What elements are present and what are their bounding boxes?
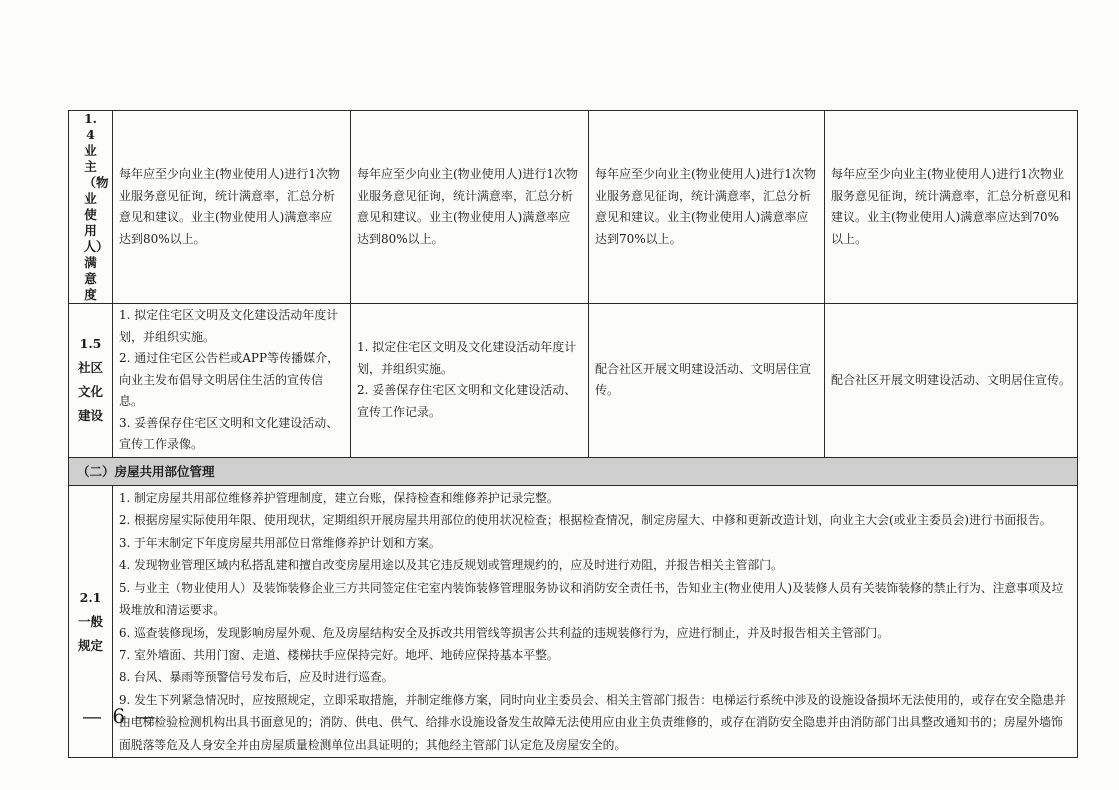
list-item: 2. 根据房屋实际使用年限、使用现状，定期组织开展房屋共用部位的使用状况检查；根据检查情况，制定房屋大、中修和更新改造计划，向业主大会(或业主委员会)进行书面报告。: [119, 513, 1052, 528]
list-item: 8. 台风、暴雨等预警信号发布后，应及时进行巡查。: [119, 670, 394, 685]
table-row-2-1: [69, 486, 1078, 758]
list-item: 3. 于年末制定下年度房屋共用部位日常维修养护计划和方案。: [119, 535, 441, 550]
row-label-general-rules: 2.1一般规定: [69, 486, 113, 758]
list-item: 6. 巡查装修现场，发现影响房屋外观、危及房屋结构安全及拆改共用管线等损害公共利益的违规装修行为，应进行制止，并及时报告相关主管部门。: [119, 625, 890, 640]
row-label-satisfaction: 1.4业主（物业使用人）满意度: [69, 111, 113, 304]
list-item: 7. 室外墙面、共用门窗、走道、楼梯扶手应保持完好。地坪、地砖应保持基本平整。: [119, 647, 559, 662]
cell-1-5-level-2: 1. 拟定住宅区文明及文化建设活动年度计划，并组织实施。 2. 妥善保存住宅区文明和文化建设活动、宣传工作记录。: [351, 304, 589, 458]
standards-table: [68, 110, 1078, 758]
cell-2-1-content: [113, 486, 1078, 758]
cell-1-5-level-4: 配合社区开展文明建设活动、文明居住宣传。: [825, 304, 1078, 458]
list-item: 1. 制定房屋共用部位维修养护管理制度，建立台账，保持检查和维修养护记录完整。: [119, 491, 559, 506]
table-row-1-4: [69, 111, 1078, 304]
list-item: 4. 发现物业管理区域内私搭乱建和擅自改变房屋用途以及其它违反规划或管理规约的，应及时进行劝阻，并报告相关主管部门。: [119, 558, 783, 573]
cell-1-4-level-3: 每年应至少向业主(物业使用人)进行1次物业服务意见征询，统计满意率，汇总分析意见和建议。业主(物业使用人)满意率应达到70%以上。: [589, 111, 825, 304]
list-item: 5. 与业主（物业使用人）及装饰装修企业三方共同签定住宅室内装饰装修管理服务协议和消防安全责任书，告知业主(物业使用人)及装修人员有关装饰装修的禁止行为、注意事项及垃圾堆放和清运要求。: [119, 580, 1064, 618]
cell-1-4-level-1: 每年应至少向业主(物业使用人)进行1次物业服务意见征询，统计满意率，汇总分析意见和建议。业主(物业使用人)满意率应达到80%以上。: [113, 111, 351, 304]
page-number: — 6 —: [82, 704, 158, 728]
section-header-row: [69, 457, 1078, 486]
cell-1-5-level-3: 配合社区开展文明建设活动、文明居住宣传。: [589, 304, 825, 458]
row-label-community-culture: 1.5社区文化建设: [69, 304, 113, 458]
cell-1-4-level-4: 每年应至少向业主(物业使用人)进行1次物业服务意见征询，统计满意率，汇总分析意见和建议。业主(物业使用人)满意率应达到70%以上。: [825, 111, 1078, 304]
list-item: 9. 发生下列紧急情况时，应按照规定，立即采取措施，并制定维修方案，同时向业主委员会、相关主管部门报告：电梯运行系统中涉及的设施设备损坏无法使用的，或存在安全隐患并由电梯检验检测机构出具书面意见的；消防、供电、供气、给排水设施设备发生故障无法使用应由业主负责维修的，或存在消防安全隐患并由消防部门出具整改通知书的；房屋外墙饰面脱落等危及人身安全并由房屋质量检测单位出具证明的；其他经主管部门认定危及房屋安全的。: [119, 692, 1066, 752]
cell-1-4-level-2: 每年应至少向业主(物业使用人)进行1次物业服务意见征询，统计满意率，汇总分析意见和建议。业主(物业使用人)满意率应达到80%以上。: [351, 111, 589, 304]
section-title: （二）房屋共用部位管理: [69, 457, 1078, 486]
cell-1-5-level-1: 1. 拟定住宅区文明及文化建设活动年度计划，并组织实施。 2. 通过住宅区公告栏或APP等传播媒介，向业主发布倡导文明居住生活的宣传信息。 3. 妥善保存住宅区文明和文化建设活动、宣传工作录像。: [113, 304, 351, 458]
table-row-1-5: [69, 304, 1078, 458]
